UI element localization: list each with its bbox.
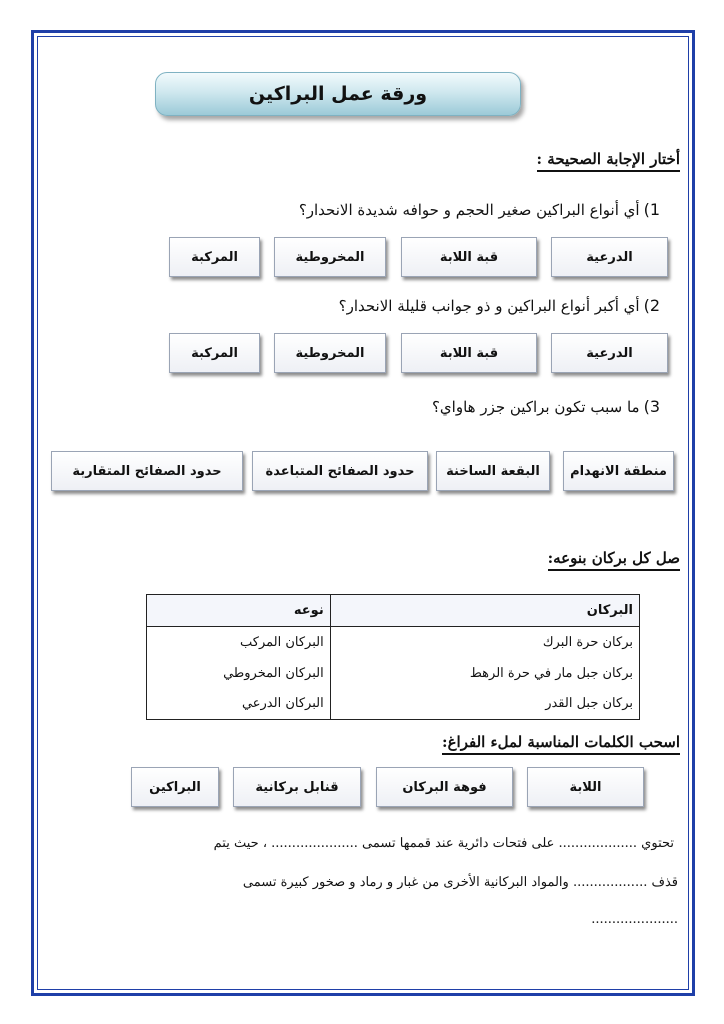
volcano-type-cell[interactable]: البركان الدرعي	[147, 689, 331, 720]
question-number: 1)	[643, 200, 660, 219]
matching-table	[146, 594, 640, 720]
q3-option-2[interactable]: البقعة الساخنة	[436, 451, 550, 491]
word-chip-1[interactable]: اللابة	[527, 767, 644, 807]
q2-option-2[interactable]: قبة اللابة	[401, 333, 537, 373]
volcano-name-cell[interactable]: بركان جبل القدر	[330, 689, 639, 720]
q1-option-3[interactable]: المخروطية	[274, 237, 386, 277]
question-number: 3)	[643, 397, 660, 416]
section-fill-blanks-heading: اسحب الكلمات المناسبة لملء الفراغ:	[442, 733, 680, 755]
fill-blank-line-1: تحتوي ................... على فتحات دائرية عند قممها تسمى ..................... ، حيث يتم	[213, 836, 674, 851]
q3-option-1[interactable]: منطقة الانهدام	[563, 451, 674, 491]
question-3	[432, 397, 660, 416]
question-1	[299, 200, 660, 219]
table-row	[147, 658, 640, 689]
q2-option-1[interactable]: الدرعية	[551, 333, 668, 373]
question-2	[339, 296, 660, 315]
q3-option-3[interactable]: حدود الصفائح المتباعدة	[252, 451, 428, 491]
question-text: أي أكبر أنواع البراكين و ذو جوانب قليلة الانحدار؟	[338, 297, 640, 315]
fill-blank-line-2: قذف .................. والمواد البركانية الأخرى من غبار و رماد و صخور كبيرة تسمى	[242, 875, 678, 890]
word-chip-3[interactable]: قنابل بركانية	[233, 767, 361, 807]
q2-option-4[interactable]: المركبة	[169, 333, 260, 373]
column-header-type: نوعه	[147, 595, 331, 627]
q1-option-1[interactable]: الدرعية	[551, 237, 668, 277]
q2-option-3[interactable]: المخروطية	[274, 333, 386, 373]
worksheet-title: ورقة عمل البراكين	[155, 72, 521, 116]
table-header-row	[147, 595, 640, 627]
question-text: ما سبب تكون براكين جزر هاواي؟	[431, 398, 640, 416]
table-row	[147, 627, 640, 658]
section-multiple-choice-heading: أختار الإجابة الصحيحة :	[537, 150, 680, 172]
question-text: أي أنواع البراكين صغير الحجم و حوافه شديدة الانحدار؟	[298, 201, 640, 219]
volcano-name-cell[interactable]: بركان جبل مار في حرة الرهط	[330, 658, 639, 689]
q1-option-2[interactable]: قبة اللابة	[401, 237, 537, 277]
question-number: 2)	[643, 296, 660, 315]
fill-blank-line-3: .....................	[591, 912, 678, 927]
table-row	[147, 689, 640, 720]
q3-option-4[interactable]: حدود الصفائح المتقاربة	[51, 451, 243, 491]
section-matching-heading: صل كل بركان بنوعه:	[548, 549, 680, 571]
word-chip-4[interactable]: البراكين	[131, 767, 219, 807]
volcano-type-cell[interactable]: البركان المركب	[147, 627, 331, 658]
q1-option-4[interactable]: المركبة	[169, 237, 260, 277]
volcano-name-cell[interactable]: بركان حرة البرك	[330, 627, 639, 658]
word-chip-2[interactable]: فوهة البركان	[376, 767, 513, 807]
column-header-volcano: البركان	[330, 595, 639, 627]
volcano-type-cell[interactable]: البركان المخروطي	[147, 658, 331, 689]
